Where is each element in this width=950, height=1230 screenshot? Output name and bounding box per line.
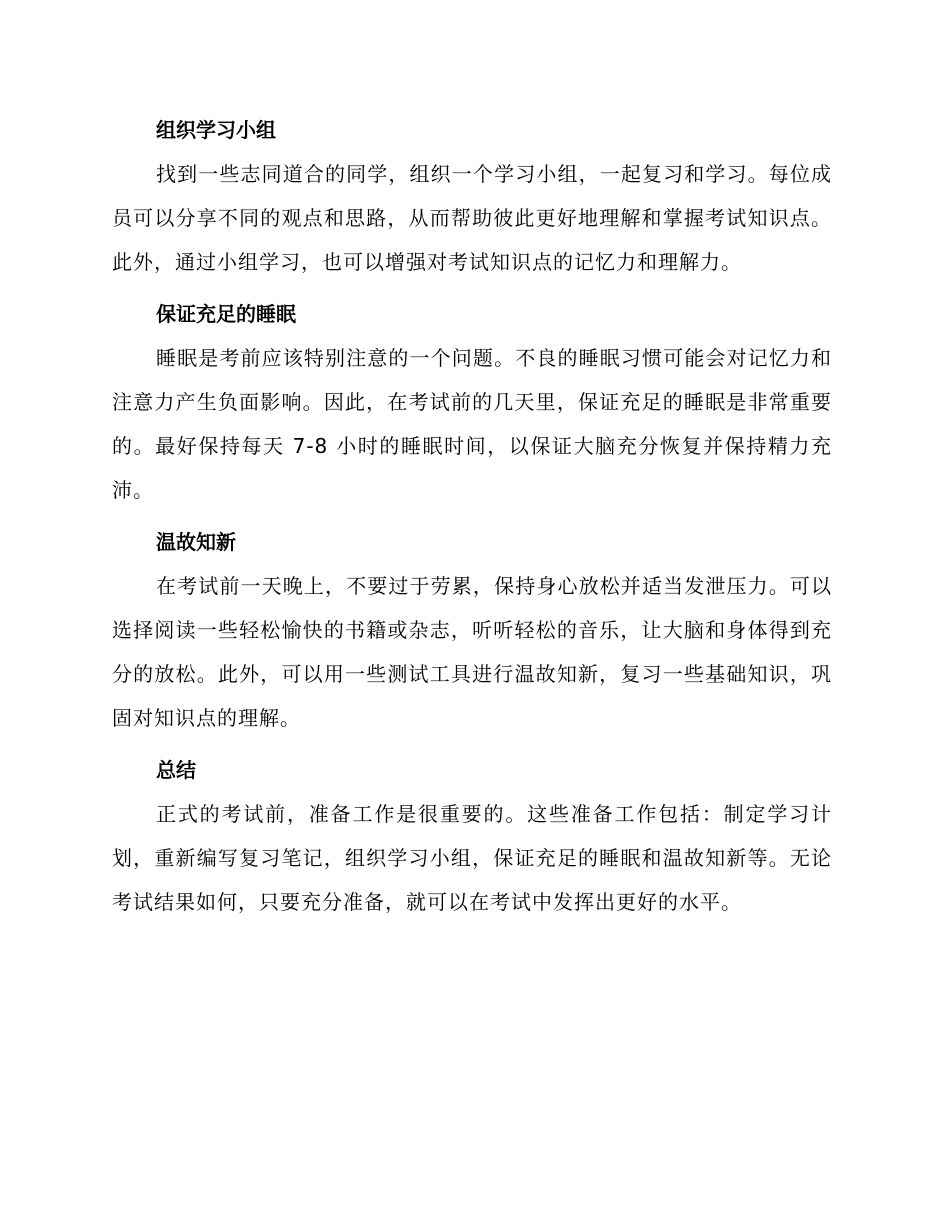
section-body-review: 在考试前一天晚上，不要过于劳累，保持身心放松并适当发泄压力。可以选择阅读一些轻松愉快的书籍或杂志，听听轻松的音乐，让大脑和身体得到充分的放松。此外，可以用一些测试工具进行温故知新，复习一些基础知识，巩固对知识点的理解。 [112,574,832,730]
section-body-summary: 正式的考试前，准备工作是很重要的。这些准备工作包括：制定学习计划，重新编写复习笔记，组织学习小组，保证充足的睡眠和温故知新等。无论考试结果如何，只要充分准备，就可以在考试中发挥出更好的水平。 [112,802,832,914]
section-heading-sleep: 保证充足的睡眠 [156,302,296,326]
section-body-study-group: 找到一些志同道合的同学，组织一个学习小组，一起复习和学习。每位成员可以分享不同的观点和思路，从而帮助彼此更好地理解和掌握考试知识点。此外，通过小组学习，也可以增强对考试知识点的记忆力和理解力。 [112,162,832,274]
section-heading-review: 温故知新 [156,530,236,554]
document-page [112,108,832,932]
section-heading-summary: 总结 [156,758,196,782]
section-body-sleep: 睡眠是考前应该特别注意的一个问题。不良的睡眠习惯可能会对记忆力和注意力产生负面影响。因此，在考试前的几天里，保证充足的睡眠是非常重要的。最好保持每天 7-8 小时的睡眠时间，以保证大脑充分恢复并保持精力充沛。 [112,346,832,502]
section-heading-study-group: 组织学习小组 [156,118,276,142]
